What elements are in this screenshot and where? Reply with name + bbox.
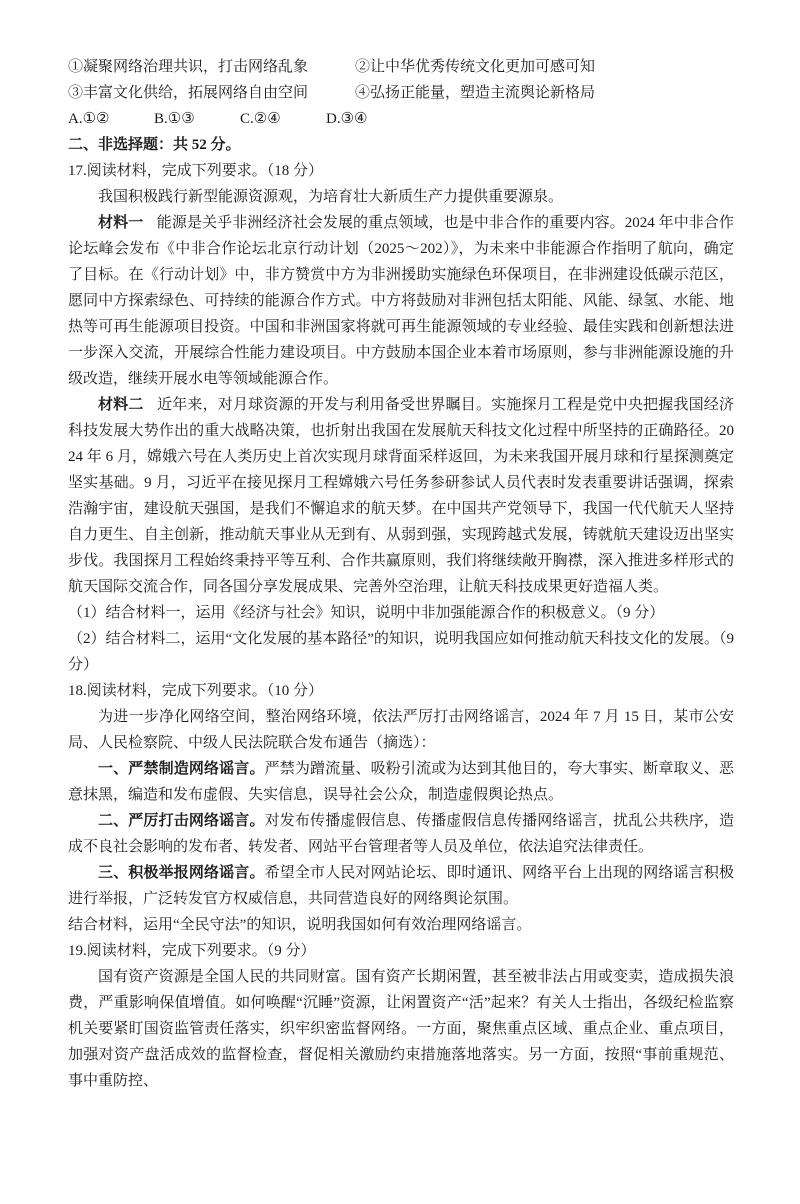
q17-material-2 [68, 392, 734, 600]
mc-option-3: ③丰富文化供给，拓展网络自由空间 [68, 85, 309, 101]
section-header: 二、非选择题：共 52 分。 [68, 137, 241, 153]
q18-item-3 [68, 860, 734, 912]
q17-material-1 [68, 210, 734, 392]
mc-options-row-1 [68, 54, 734, 80]
q18-item-2-text: 对发布传播虚假信息、传播虚假信息传播网络谣言，扰乱公共秩序，造成不良社会影响的发布者、转发者、网站平台管理者等人员及单位，依法追究法律责任。 [68, 813, 734, 855]
q18-item-2-lead: 二、严厉打击网络谣言。 [98, 813, 265, 829]
mc-option-1: ①凝聚网络治理共识，打击网络乱象 [68, 59, 309, 75]
material-2-text: 近年来，对月球资源的开发与利用备受世界瞩目。实施探月工程是党中央把握我国经济科技发展大势作出的重大战略决策，也折射出我国在发展航天科技文化过程中所坚持的正确路径。2024 年 6 月，嫦娥六号在人类历史上首次实现月球背面采样返回，为未来我国开展月球和行星探测奠定坚实基础。9 月，习近平在接见探月工程嫦娥六号任务参研参试人员代表时发表重要讲话强调，探索浩瀚宇宙，建设航天强国，是我们不懈追求的航天梦。在中国共产党领导下，我国一代代航天人坚持自力更生、自主创新，推动航天事业从无到有、从弱到强，实现跨越式发展，铸就航天建设迈出坚实步伐。我国探月工程始终秉持平等互利、合作共赢原则，我们将继续敞开胸襟，深入推进多样形式的航天国际交流合作，同各国分享发展成果、完善外空治理，让航天科技成果更好造福人类。 [68, 397, 734, 595]
material-2-label: 材料二 [98, 397, 144, 413]
q17-subquestion-2: （2）结合材料二，运用“文化发展的基本路径”的知识，说明我国应如何推动航天科技文化的发展。（9 分） [68, 631, 734, 673]
choice-a: A.①② [68, 111, 110, 127]
q18-item-3-text: 希望全市人民对网站论坛、即时通讯、网络平台上出现的网络谣言积极进行举报，广泛转发官方权威信息，共同营造良好的网络舆论氛围。 [68, 865, 734, 907]
mc-option-4: ④弘扬正能量，塑造主流舆论新格局 [355, 85, 596, 101]
q18-item-1-text: 严禁为蹭流量、吸粉引流或为达到其他目的，夸大事实、断章取义、恶意抹黑，编造和发布虚假、失实信息，误导社会公众，制造虚假舆论热点。 [68, 761, 734, 803]
mc-answer-choices [68, 106, 734, 132]
q19-body: 国有资产资源是全国人民的共同财富。国有资产长期闲置，甚至被非法占用或变卖，造成损失浪费，严重影响保值增值。如何唤醒“沉睡”资源，让闲置资产“活”起来？有关人士指出，各级纪检监察机关要紧盯国资监管责任落实，织牢织密监督网络。一方面，聚焦重点区域、重点企业、重点项目，加强对资产盘活成效的监督检查，督促相关激励约束措施落地落实。另一方面，按照“事前重规范、事中重防控、 [68, 969, 734, 1089]
q18-title: 18.阅读材料，完成下列要求。（10 分） [68, 683, 324, 699]
q19-title: 19.阅读材料，完成下列要求。（9 分） [68, 943, 316, 959]
material-1-label: 材料一 [98, 215, 144, 231]
mc-options-row-2 [68, 80, 734, 106]
mc-option-2: ②让中华优秀传统文化更加可感可知 [355, 59, 596, 75]
q18-task: 结合材料，运用“全民守法”的知识，说明我国如何有效治理网络谣言。 [68, 917, 532, 933]
choice-c: C.②④ [240, 111, 281, 127]
choice-b: B.①③ [154, 111, 195, 127]
q18-item-1 [68, 756, 734, 808]
q17-intro: 我国积极践行新型能源资源观，为培育壮大新质生产力提供重要源泉。 [98, 189, 564, 205]
q17-title: 17.阅读材料，完成下列要求。（18 分） [68, 163, 324, 179]
q18-item-1-lead: 一、严禁制造网络谣言。 [98, 761, 265, 777]
q18-intro: 为进一步净化网络空间，整治网络环境，依法严厉打击网络谣言，2024 年 7 月 15 日，某市公安局、人民检察院、中级人民法院联合发布通告（摘选）： [68, 709, 734, 751]
q17-subquestion-1: （1）结合材料一，运用《经济与社会》知识，说明中非加强能源合作的积极意义。（9 分） [68, 605, 665, 621]
q18-item-3-lead: 三、积极举报网络谣言。 [98, 865, 265, 881]
choice-d: D.③④ [326, 111, 368, 127]
material-1-text: 能源是关乎非洲经济社会发展的重点领域，也是中非合作的重要内容。2024 年中非合作论坛峰会发布《中非合作论坛北京行动计划（2025～202）》，为未来中非能源合作指明了航向，确定了目标。在《行动计划》中，非方赞赏中方为非洲援助实施绿色环保项目，在非洲建设低碳示范区，愿同中方探索绿色、可持续的能源合作方式。中方将鼓励对非洲包括太阳能、风能、绿氢、水能、地热等可再生能源项目投资。中国和非洲国家将就可再生能源领域的专业经验、最佳实践和创新想法进一步深入交流，开展综合性能力建设项目。中方鼓励本国企业本着市场原则，参与非洲能源设施的升级改造，继续开展水电等领域能源合作。 [68, 215, 734, 387]
q18-item-2 [68, 808, 734, 860]
